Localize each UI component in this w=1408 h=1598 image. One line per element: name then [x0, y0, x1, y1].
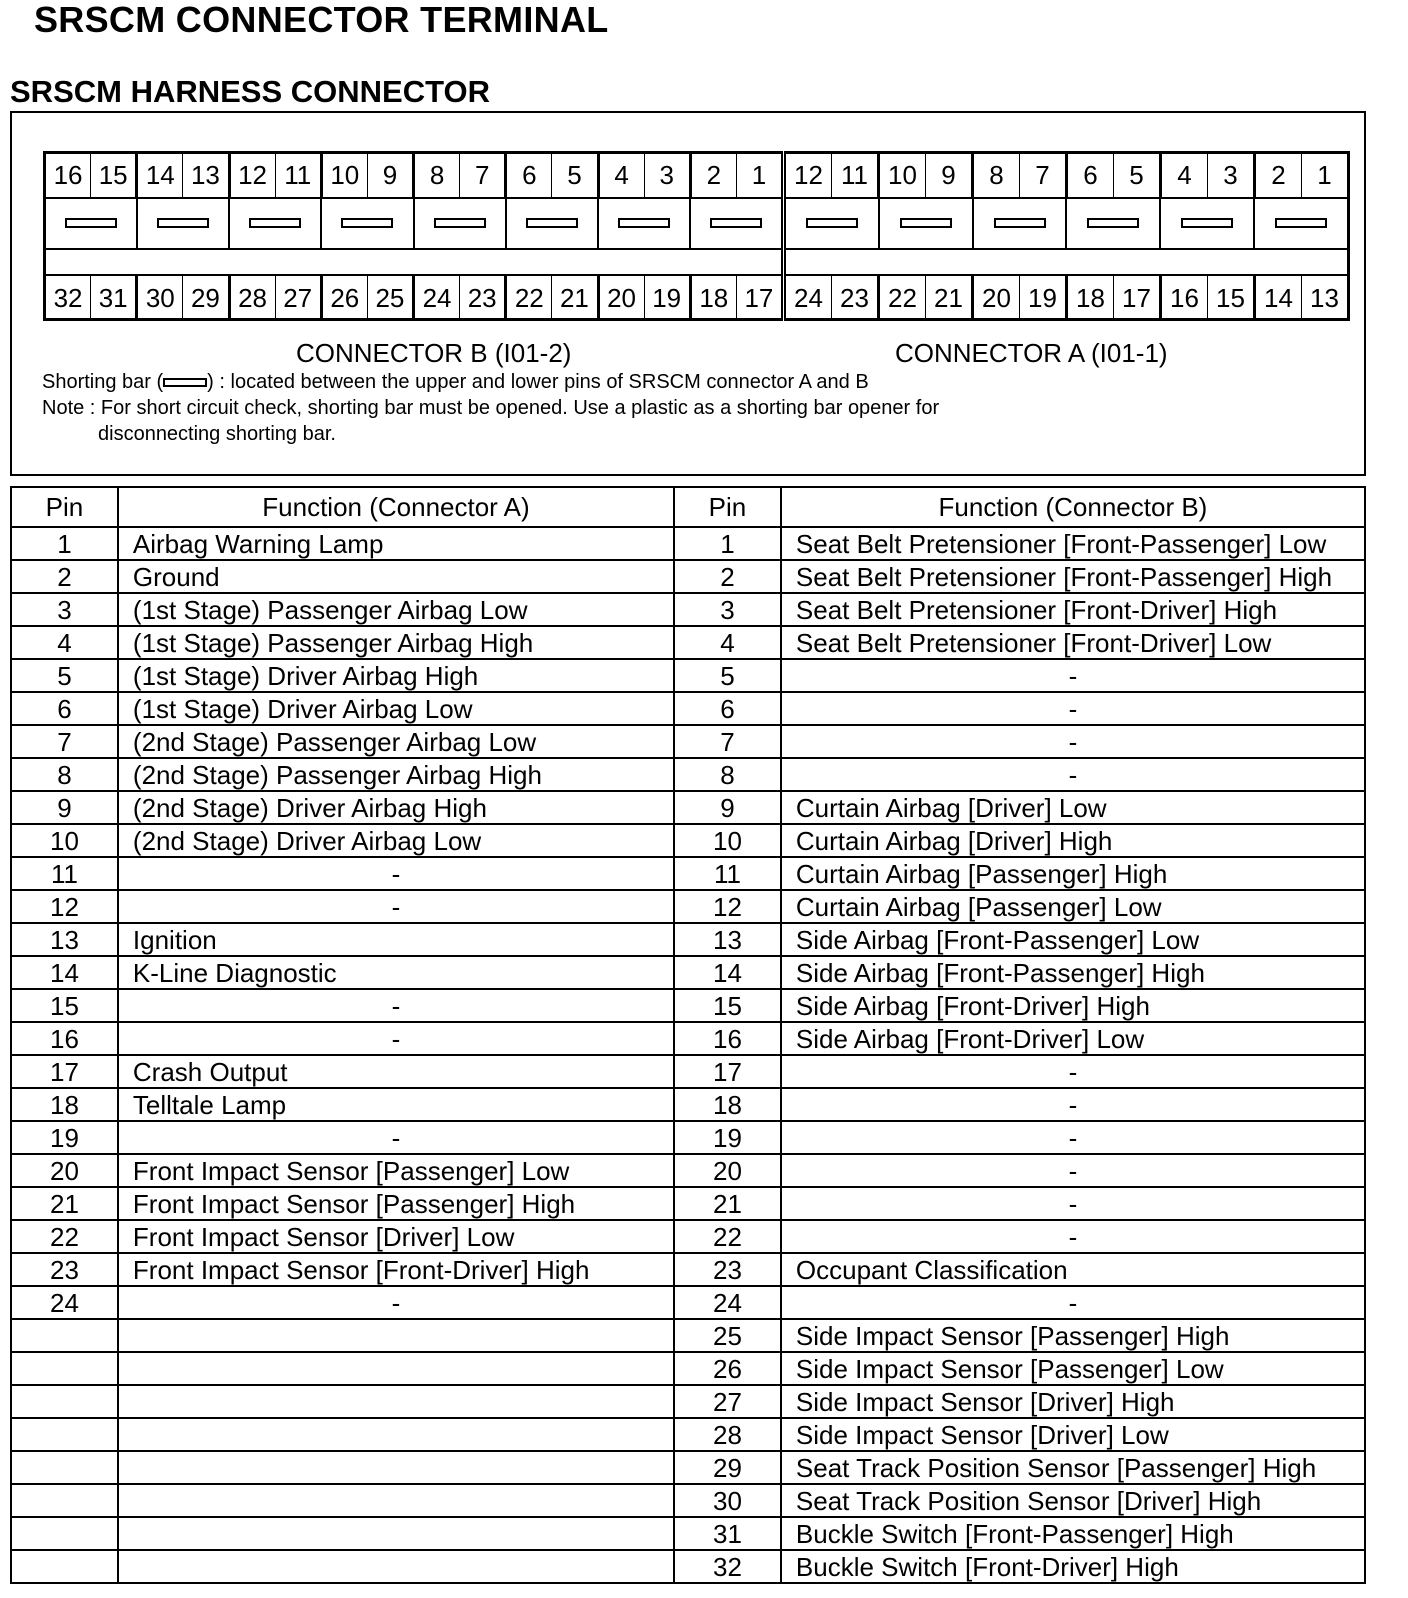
- shorting-bar-cell: [1065, 197, 1159, 248]
- table-row: [11, 1484, 1365, 1517]
- pin-label: 21: [551, 276, 596, 320]
- pin-label: 8: [412, 154, 459, 197]
- pin-label: 22: [504, 276, 551, 320]
- shorting-bar-cell: [689, 197, 781, 248]
- pin-label: 18: [1065, 276, 1113, 320]
- table-row: [11, 758, 1365, 791]
- function-b-cell: Seat Belt Pretensioner [Front-Driver] High: [781, 593, 1365, 626]
- pin-b-cell: 20: [674, 1154, 781, 1187]
- pin-label: 6: [1065, 154, 1113, 197]
- pin-a-cell: 9: [11, 791, 118, 824]
- table-row: [11, 1451, 1365, 1484]
- pin-label: 6: [504, 154, 551, 197]
- table-row: [11, 1550, 1365, 1583]
- pin-b-cell: 23: [674, 1253, 781, 1286]
- connector-a-bottom-pins: [786, 274, 1347, 320]
- pin-label: 13: [182, 154, 227, 197]
- function-b-cell: Seat Belt Pretensioner [Front-Passenger] High: [781, 560, 1365, 593]
- pin-label: 20: [597, 276, 644, 320]
- shorting-bar-cell: [786, 197, 878, 248]
- function-a-cell: Telltale Lamp: [118, 1088, 674, 1121]
- pin-label: 2: [1253, 154, 1301, 197]
- pin-a-cell: [11, 1418, 118, 1451]
- shorting-bar-icon: [526, 218, 578, 228]
- function-b-cell: -: [781, 1286, 1365, 1319]
- pin-a-cell: 2: [11, 560, 118, 593]
- connector-a-shorting-bars: [786, 197, 1347, 250]
- shorting-bar-icon: [1087, 218, 1139, 228]
- pin-a-cell: 24: [11, 1286, 118, 1319]
- pin-a-cell: 14: [11, 956, 118, 989]
- pin-label: 11: [275, 154, 320, 197]
- table-row: [11, 1286, 1365, 1319]
- function-a-cell: (1st Stage) Passenger Airbag High: [118, 626, 674, 659]
- function-a-cell: [118, 1484, 674, 1517]
- function-b-cell: Seat Belt Pretensioner [Front-Driver] Low: [781, 626, 1365, 659]
- pin-label: 15: [1207, 276, 1253, 320]
- pin-a-cell: 17: [11, 1055, 118, 1088]
- table-row: [11, 593, 1365, 626]
- function-b-cell: -: [781, 758, 1365, 791]
- pin-label: 21: [925, 276, 971, 320]
- pin-label: 23: [831, 276, 877, 320]
- table-row: [11, 1022, 1365, 1055]
- function-a-cell: Front Impact Sensor [Passenger] High: [118, 1187, 674, 1220]
- function-a-cell: -: [118, 890, 674, 923]
- function-b-cell: Side Airbag [Front-Driver] Low: [781, 1022, 1365, 1055]
- pin-label: 18: [689, 276, 736, 320]
- pin-label: 10: [877, 154, 925, 197]
- table-row: [11, 923, 1365, 956]
- pin-b-cell: 11: [674, 857, 781, 890]
- pin-a-cell: 5: [11, 659, 118, 692]
- function-b-cell: Curtain Airbag [Driver] High: [781, 824, 1365, 857]
- table-row: [11, 527, 1365, 560]
- shorting-bar-icon: [65, 218, 117, 228]
- shorting-bar-cell: [320, 197, 412, 248]
- function-b-cell: Curtain Airbag [Passenger] Low: [781, 890, 1365, 923]
- function-b-cell: -: [781, 1154, 1365, 1187]
- pin-a-cell: 19: [11, 1121, 118, 1154]
- function-b-cell: Side Impact Sensor [Driver] Low: [781, 1418, 1365, 1451]
- pin-label: 14: [1253, 276, 1301, 320]
- table-row: [11, 725, 1365, 758]
- table-row: [11, 857, 1365, 890]
- function-a-cell: (1st Stage) Driver Airbag Low: [118, 692, 674, 725]
- pin-a-cell: 6: [11, 692, 118, 725]
- pin-b-cell: 3: [674, 593, 781, 626]
- function-a-cell: (1st Stage) Passenger Airbag Low: [118, 593, 674, 626]
- pin-label: 12: [228, 154, 275, 197]
- pin-label: 32: [53, 282, 83, 313]
- pin-label: 30: [135, 276, 182, 320]
- connector-b-shorting-bars: [46, 197, 781, 250]
- function-a-cell: [118, 1319, 674, 1352]
- function-b-cell: Seat Track Position Sensor [Driver] High: [781, 1484, 1365, 1517]
- function-a-cell: [118, 1550, 674, 1583]
- pin-a-cell: 13: [11, 923, 118, 956]
- pin-label: 25: [367, 276, 412, 320]
- pin-label: 4: [597, 154, 644, 197]
- function-b-cell: Side Airbag [Front-Passenger] High: [781, 956, 1365, 989]
- pin-label: 28: [228, 276, 275, 320]
- pin-a-cell: [11, 1484, 118, 1517]
- pin-label: 31: [90, 276, 135, 320]
- function-a-cell: (2nd Stage) Driver Airbag High: [118, 791, 674, 824]
- pin-a-cell: 21: [11, 1187, 118, 1220]
- connector-b-top-pins: [46, 154, 781, 199]
- table-row: [11, 626, 1365, 659]
- shorting-bar-cell: [136, 197, 228, 248]
- shorting-bar-icon: [900, 218, 952, 228]
- pin-b-cell: 26: [674, 1352, 781, 1385]
- pin-label: 5: [1113, 154, 1159, 197]
- pin-b-cell: 14: [674, 956, 781, 989]
- connector-diagram: [10, 111, 1366, 476]
- header-function-b: Function (Connector B): [781, 487, 1365, 527]
- shorting-bar-icon: [434, 218, 486, 228]
- pin-b-cell: 5: [674, 659, 781, 692]
- function-b-cell: Side Airbag [Front-Passenger] Low: [781, 923, 1365, 956]
- function-b-cell: Buckle Switch [Front-Passenger] High: [781, 1517, 1365, 1550]
- pin-label: 3: [1207, 154, 1253, 197]
- pin-b-cell: 6: [674, 692, 781, 725]
- function-a-cell: Front Impact Sensor [Passenger] Low: [118, 1154, 674, 1187]
- pin-label: 17: [1113, 276, 1159, 320]
- shorting-bar-cell: [413, 197, 505, 248]
- function-a-cell: [118, 1517, 674, 1550]
- pin-a-cell: 16: [11, 1022, 118, 1055]
- pin-label: 19: [644, 276, 689, 320]
- pin-a-cell: [11, 1319, 118, 1352]
- pin-a-cell: 4: [11, 626, 118, 659]
- function-b-cell: -: [781, 1088, 1365, 1121]
- section-title: SRSCM HARNESS CONNECTOR: [10, 74, 490, 109]
- pin-b-cell: 27: [674, 1385, 781, 1418]
- function-a-cell: Front Impact Sensor [Driver] Low: [118, 1220, 674, 1253]
- pin-a-cell: 10: [11, 824, 118, 857]
- pin-a-cell: [11, 1352, 118, 1385]
- pin-b-cell: 8: [674, 758, 781, 791]
- connector-b-face: [43, 151, 783, 321]
- pin-label: 14: [135, 154, 182, 197]
- table-row: [11, 1418, 1365, 1451]
- connector-a-top-pins: [786, 154, 1347, 199]
- table-row: [11, 1187, 1365, 1220]
- pin-b-cell: 29: [674, 1451, 781, 1484]
- table-row: [11, 1220, 1365, 1253]
- connector-b-bottom-pins: [46, 274, 781, 320]
- pin-b-cell: 32: [674, 1550, 781, 1583]
- function-b-cell: Curtain Airbag [Driver] Low: [781, 791, 1365, 824]
- pin-label: 15: [90, 154, 135, 197]
- pin-label: 24: [412, 276, 459, 320]
- function-b-cell: Seat Track Position Sensor [Passenger] High: [781, 1451, 1365, 1484]
- pin-label: 26: [320, 276, 367, 320]
- shorting-bar-cell: [878, 197, 972, 248]
- function-a-cell: -: [118, 857, 674, 890]
- pin-label: 27: [275, 276, 320, 320]
- function-a-cell: Airbag Warning Lamp: [118, 527, 674, 560]
- table-row: [11, 1154, 1365, 1187]
- function-a-cell: -: [118, 1121, 674, 1154]
- function-a-cell: (2nd Stage) Passenger Airbag Low: [118, 725, 674, 758]
- pin-a-cell: 20: [11, 1154, 118, 1187]
- shorting-bar-icon: [1181, 218, 1233, 228]
- function-b-cell: Side Impact Sensor [Passenger] Low: [781, 1352, 1365, 1385]
- pin-a-cell: 12: [11, 890, 118, 923]
- function-b-cell: -: [781, 725, 1365, 758]
- table-row: [11, 824, 1365, 857]
- pin-a-cell: 18: [11, 1088, 118, 1121]
- function-a-cell: (2nd Stage) Driver Airbag Low: [118, 824, 674, 857]
- function-a-cell: [118, 1385, 674, 1418]
- function-b-cell: Side Impact Sensor [Passenger] High: [781, 1319, 1365, 1352]
- pin-label: 7: [1019, 154, 1065, 197]
- shorting-bar-icon: [710, 218, 762, 228]
- function-b-cell: -: [781, 1220, 1365, 1253]
- table-row: [11, 1385, 1365, 1418]
- function-b-cell: -: [781, 1187, 1365, 1220]
- pin-b-cell: 22: [674, 1220, 781, 1253]
- pin-b-cell: 2: [674, 560, 781, 593]
- pin-a-cell: 1: [11, 527, 118, 560]
- pin-b-cell: 17: [674, 1055, 781, 1088]
- function-a-cell: Crash Output: [118, 1055, 674, 1088]
- table-row: [11, 1352, 1365, 1385]
- pin-label: 9: [925, 154, 971, 197]
- shorting-bar-icon: [157, 218, 209, 228]
- shorting-bar-cell: [228, 197, 320, 248]
- pin-label: 7: [459, 154, 504, 197]
- pin-a-cell: [11, 1451, 118, 1484]
- table-row: [11, 560, 1365, 593]
- shorting-bar-note-suffix: ) : located between the upper and lower pins of SRSCM connector A and B: [207, 371, 869, 393]
- page-title: SRSCM CONNECTOR TERMINAL: [34, 0, 609, 40]
- table-row: [11, 890, 1365, 923]
- table-row: [11, 1517, 1365, 1550]
- pin-b-cell: 19: [674, 1121, 781, 1154]
- pin-a-cell: 23: [11, 1253, 118, 1286]
- table-header-row: [11, 487, 1365, 527]
- function-a-cell: K-Line Diagnostic: [118, 956, 674, 989]
- shorting-bar-cell: [46, 197, 136, 248]
- table-row: [11, 956, 1365, 989]
- pin-label: 23: [459, 276, 504, 320]
- header-pin-b: Pin: [674, 487, 781, 527]
- pin-label: 16: [1159, 276, 1207, 320]
- connector-b-label: CONNECTOR B (I01-2): [296, 338, 572, 368]
- function-b-cell: -: [781, 1055, 1365, 1088]
- function-a-cell: [118, 1451, 674, 1484]
- pin-label: 29: [182, 276, 227, 320]
- pin-b-cell: 4: [674, 626, 781, 659]
- table-row: [11, 791, 1365, 824]
- pin-label: 16: [53, 160, 83, 190]
- table-row: [11, 1088, 1365, 1121]
- pin-label: 9: [367, 154, 412, 197]
- pin-function-table: [10, 486, 1366, 1584]
- pin-label: 12: [794, 160, 823, 190]
- pin-a-cell: 11: [11, 857, 118, 890]
- pin-a-cell: 3: [11, 593, 118, 626]
- pin-a-cell: 22: [11, 1220, 118, 1253]
- note-line-1: Note : For short circuit check, shorting bar must be opened. Use a plastic as a shorting bar opener for: [42, 397, 940, 419]
- pin-a-cell: 8: [11, 758, 118, 791]
- pin-label: 17: [736, 276, 781, 320]
- function-b-cell: -: [781, 1121, 1365, 1154]
- function-b-cell: Curtain Airbag [Passenger] High: [781, 857, 1365, 890]
- shorting-bar-cell: [1159, 197, 1253, 248]
- pin-label: 11: [831, 154, 877, 197]
- note-line-2: disconnecting shorting bar.: [98, 423, 336, 445]
- shorting-bar-cell: [597, 197, 689, 248]
- pin-b-cell: 18: [674, 1088, 781, 1121]
- table-row: [11, 659, 1365, 692]
- shorting-bar-note-prefix: Shorting bar (: [42, 371, 164, 393]
- connector-a-face: [784, 151, 1350, 321]
- pin-b-cell: 13: [674, 923, 781, 956]
- table-row: [11, 1253, 1365, 1286]
- function-a-cell: Ignition: [118, 923, 674, 956]
- function-a-cell: (2nd Stage) Passenger Airbag High: [118, 758, 674, 791]
- pin-b-cell: 28: [674, 1418, 781, 1451]
- pin-label: 4: [1159, 154, 1207, 197]
- function-a-cell: -: [118, 1286, 674, 1319]
- pin-a-cell: 7: [11, 725, 118, 758]
- function-a-cell: Front Impact Sensor [Front-Driver] High: [118, 1253, 674, 1286]
- pin-b-cell: 25: [674, 1319, 781, 1352]
- function-a-cell: (1st Stage) Driver Airbag High: [118, 659, 674, 692]
- shorting-bar-icon: [1275, 218, 1327, 228]
- shorting-bar-icon: [249, 218, 301, 228]
- pin-label: 2: [689, 154, 736, 197]
- shorting-bar-cell: [972, 197, 1066, 248]
- shorting-bar-cell: [505, 197, 597, 248]
- function-a-cell: [118, 1418, 674, 1451]
- function-b-cell: Side Airbag [Front-Driver] High: [781, 989, 1365, 1022]
- pin-label: 20: [971, 276, 1019, 320]
- table-row: [11, 989, 1365, 1022]
- pin-a-cell: [11, 1550, 118, 1583]
- pin-label: 13: [1301, 276, 1347, 320]
- shorting-bar-icon: [994, 218, 1046, 228]
- pin-a-cell: 15: [11, 989, 118, 1022]
- table-row: [11, 1121, 1365, 1154]
- table-row: [11, 1319, 1365, 1352]
- function-a-cell: -: [118, 989, 674, 1022]
- pin-label: 8: [971, 154, 1019, 197]
- pin-label: 3: [644, 154, 689, 197]
- function-b-cell: Occupant Classification: [781, 1253, 1365, 1286]
- shorting-bar-cell: [1253, 197, 1347, 248]
- pin-b-cell: 10: [674, 824, 781, 857]
- shorting-bar-icon: [163, 378, 207, 387]
- pin-b-cell: 9: [674, 791, 781, 824]
- pin-a-cell: [11, 1385, 118, 1418]
- function-b-cell: Side Impact Sensor [Driver] High: [781, 1385, 1365, 1418]
- shorting-bar-icon: [341, 218, 393, 228]
- function-a-cell: Ground: [118, 560, 674, 593]
- function-a-cell: [118, 1352, 674, 1385]
- function-b-cell: Seat Belt Pretensioner [Front-Passenger] Low: [781, 527, 1365, 560]
- pin-label: 10: [320, 154, 367, 197]
- pin-b-cell: 30: [674, 1484, 781, 1517]
- function-b-cell: -: [781, 692, 1365, 725]
- pin-label: 1: [736, 154, 781, 197]
- shorting-bar-note: [42, 369, 869, 395]
- shorting-bar-icon: [618, 218, 670, 228]
- pin-label: 24: [794, 282, 823, 313]
- pin-label: 19: [1019, 276, 1065, 320]
- pin-b-cell: 12: [674, 890, 781, 923]
- pin-b-cell: 21: [674, 1187, 781, 1220]
- pin-label: 5: [551, 154, 596, 197]
- header-function-a: Function (Connector A): [118, 487, 674, 527]
- pin-label: 22: [877, 276, 925, 320]
- pin-b-cell: 1: [674, 527, 781, 560]
- pin-b-cell: 7: [674, 725, 781, 758]
- function-b-cell: Buckle Switch [Front-Driver] High: [781, 1550, 1365, 1583]
- pin-b-cell: 16: [674, 1022, 781, 1055]
- shorting-bar-icon: [806, 218, 858, 228]
- pin-b-cell: 24: [674, 1286, 781, 1319]
- pin-a-cell: [11, 1517, 118, 1550]
- pin-b-cell: 15: [674, 989, 781, 1022]
- header-pin-a: Pin: [11, 487, 118, 527]
- function-b-cell: -: [781, 659, 1365, 692]
- pin-label: 1: [1301, 154, 1347, 197]
- connector-a-label: CONNECTOR A (I01-1): [895, 338, 1168, 368]
- pin-b-cell: 31: [674, 1517, 781, 1550]
- table-row: [11, 692, 1365, 725]
- table-row: [11, 1055, 1365, 1088]
- function-a-cell: -: [118, 1022, 674, 1055]
